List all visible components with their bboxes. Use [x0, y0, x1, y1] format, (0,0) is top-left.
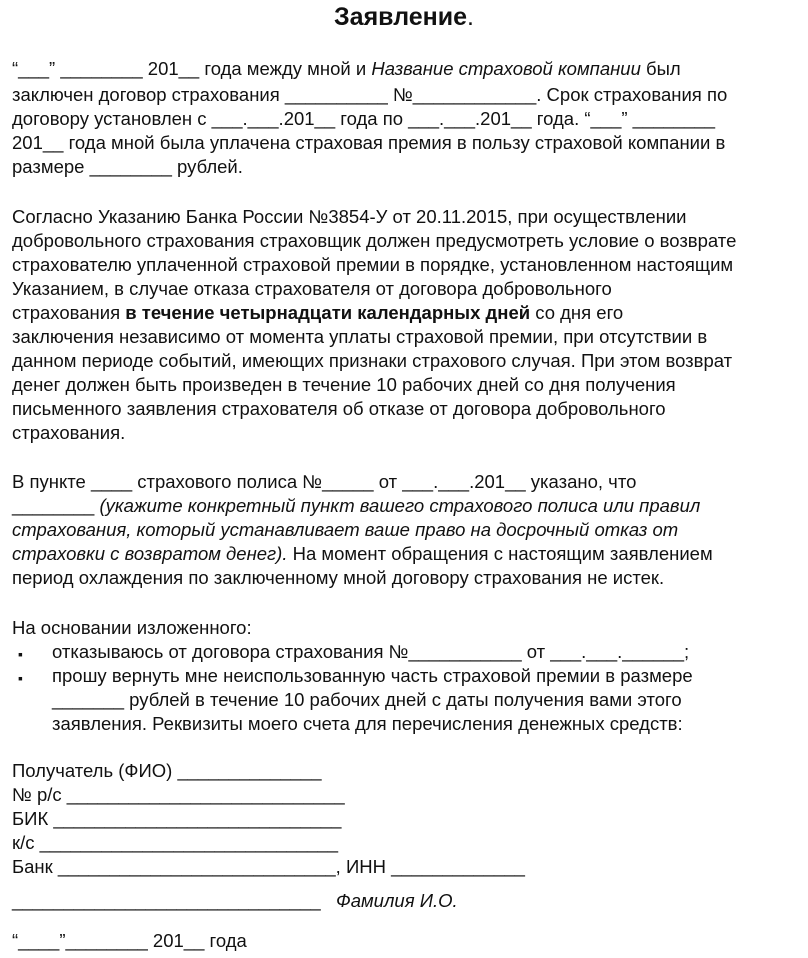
p2-line-2: добровольного страхования страховщик должен предусмотреть условие о возврате	[12, 230, 737, 251]
p3-l4-end: На момент обращения с настоящим заявлением	[287, 543, 713, 564]
p2-l5-start: страхования	[12, 302, 126, 323]
bullet-icon: ▪	[18, 670, 23, 686]
p2-line-5	[12, 301, 623, 325]
p1-l1-end: был	[640, 58, 681, 79]
p2-line-7: данном периоде событий, имеющих признаки страхового случая. При этом возврат	[12, 350, 733, 371]
insurance-company-name: Название страховой компании	[371, 58, 641, 79]
p2-line-10: страхования.	[12, 422, 126, 443]
p3-line-4	[12, 542, 713, 566]
p1-line-2: заключен договор страхования __________ №____________. Срок страхования по	[12, 84, 728, 105]
p2-line-6: заключения независимо от момента уплаты страховой премии, при отсутствии в	[12, 326, 708, 347]
p4-bullet-2-line-1: прошу вернуть мне неиспользованную часть страховой премии в размере	[52, 665, 693, 686]
p1-line-1-text	[12, 57, 681, 81]
p3-l2-blank: ________	[12, 495, 100, 516]
p4-intro: На основании изложенного:	[12, 617, 252, 638]
p3-hint-3: страховки с возвратом денег).	[12, 543, 288, 564]
p1-line-4: 201__ года мной была уплачена страховая премия в пользу страховой компании в	[12, 132, 726, 153]
p1-l1-start: “___” ________ 201__ года между мной и	[12, 58, 372, 79]
signature-name: Фамилия И.О.	[336, 890, 458, 911]
p3-line-2	[12, 494, 700, 518]
p1-line-1	[12, 57, 784, 81]
p3-hint-2: страхования, который устанавливает ваше право на досрочный отказ от	[12, 519, 679, 540]
ks-field: к/с _____________________________	[12, 832, 338, 853]
date-line: “____”________ 201__ года	[12, 930, 247, 951]
p1-line-3: договору установлен с ___.___.201__ года по ___.___.201__ года. “___” ________	[12, 108, 715, 129]
p2-line-9: письменного заявления страхователя об отказе от договора добровольного	[12, 398, 666, 419]
bik-field: БИК ____________________________	[12, 808, 342, 829]
p3-line-5: период охлаждения по заключенному мной договору страхования не истек.	[12, 567, 665, 588]
fourteen-days-emphasis: в течение четырнадцати календарных дней	[125, 302, 531, 323]
p4-bullet-1: отказываюсь от договора страхования №___________ от ___.___.______;	[52, 641, 690, 662]
bank-inn-field: Банк ___________________________, ИНН _____________	[12, 856, 525, 877]
p2-line-4: Указанием, в случае отказа страхователя от договора добровольного	[12, 278, 612, 299]
p2-line-3: страхователю уплаченной страховой премии в порядке, установленном настоящим	[12, 254, 734, 275]
account-field: № р/с ___________________________	[12, 784, 345, 805]
p3-hint-1: (укажите конкретный пункт вашего страхового полиса или правил	[99, 495, 701, 516]
p2-line-8: денег должен быть произведен в течение 10 рабочих дней со дня получения	[12, 374, 676, 395]
p3-line-1: В пункте ____ страхового полиса №_____ от ___.___.201__ указано, что	[12, 471, 637, 492]
title-text: Заявление	[334, 3, 468, 31]
signature-line: ______________________________	[12, 890, 321, 911]
p2-l5-end: со дня его	[530, 302, 624, 323]
recipient-field: Получатель (ФИО) ______________	[12, 760, 322, 781]
p1-line-5: размере ________ рублей.	[12, 156, 243, 177]
bullet-icon: ▪	[18, 646, 23, 662]
p4-bullet-2-line-3: заявления. Реквизиты моего счета для перечисления денежных средств:	[52, 713, 683, 734]
document-title	[0, 2, 808, 32]
p2-line-1: Согласно Указанию Банка России №3854-У от 20.11.2015, при осуществлении	[12, 206, 687, 227]
p4-bullet-2-line-2: _______ рублей в течение 10 рабочих дней с даты получения вами этого	[52, 689, 682, 710]
title-dot: .	[467, 3, 474, 31]
